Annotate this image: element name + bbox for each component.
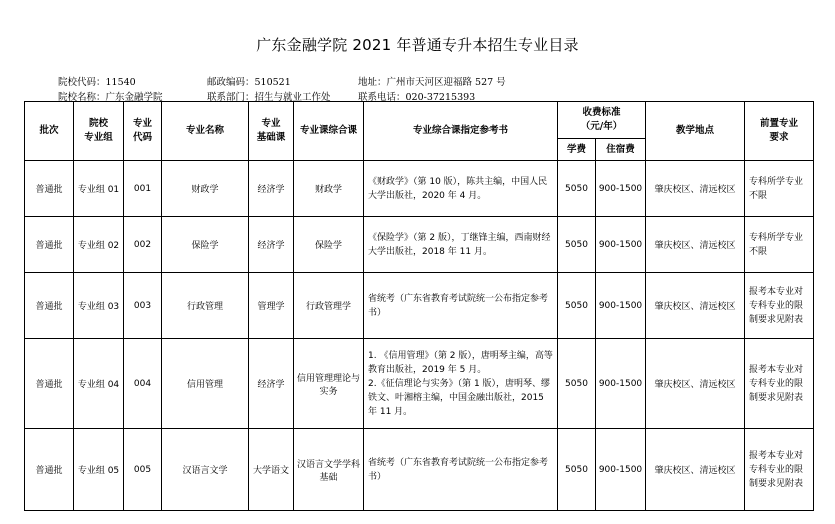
header-tuition: 学费 (558, 139, 596, 161)
header-prereq: 前置专业 要求 (745, 102, 814, 161)
cell-group: 专业组 02 (74, 217, 124, 273)
cell-tuition: 5050 (558, 429, 596, 511)
cell-name: 保险学 (162, 217, 249, 273)
cell-location: 肇庆校区、清远校区 (646, 273, 745, 339)
cell-lodging: 900-1500 (596, 273, 646, 339)
cell-base-course: 经济学 (249, 339, 294, 429)
cell-code: 003 (124, 273, 162, 339)
cell-group: 专业组 01 (74, 161, 124, 217)
cell-ref-books: 省统考（广东省教育考试院统一公布指定参考书） (364, 273, 558, 339)
phone: 联系电话：020-37215393 (358, 92, 476, 103)
header-fee: 收费标准 （元/年） (558, 102, 646, 139)
page-title: 广东金融学院 2021 年普通专升本招生专业目录 (256, 36, 579, 54)
cell-lodging: 900-1500 (596, 161, 646, 217)
cell-name: 信用管理 (162, 339, 249, 429)
cell-comp-course: 保险学 (294, 217, 364, 273)
school-code: 院校代码：11540 (58, 77, 136, 88)
cell-ref-books: 《财政学》（第 10 版），陈共主编，中国人民大学出版社，2020 年 4 月。 (364, 161, 558, 217)
header-name: 专业名称 (162, 102, 249, 161)
cell-location: 肇庆校区、清远校区 (646, 217, 745, 273)
school-name: 院校名称：广东金融学院 (58, 92, 163, 103)
cell-comp-course: 信用管理理论与实务 (294, 339, 364, 429)
cell-code: 005 (124, 429, 162, 511)
cell-location: 肇庆校区、清远校区 (646, 339, 745, 429)
cell-name: 行政管理 (162, 273, 249, 339)
cell-tuition: 5050 (558, 161, 596, 217)
cell-tuition: 5050 (558, 339, 596, 429)
cell-base-course: 管理学 (249, 273, 294, 339)
cell-comp-course: 财政学 (294, 161, 364, 217)
cell-comp-course: 行政管理学 (294, 273, 364, 339)
header-comp-course: 专业课综合课 (294, 102, 364, 161)
postal-code: 邮政编码：510521 (207, 77, 291, 88)
cell-name: 汉语言文学 (162, 429, 249, 511)
major-catalog-table (24, 101, 814, 511)
cell-batch: 普通批 (25, 217, 74, 273)
table-row (25, 217, 814, 273)
cell-ref-books: 1. 《信用管理》（第 2 版），唐明琴主编，高等教育出版社，2019 年 5 月。 2.《征信理论与实务》（第 1 版），唐明琴、缪铁文、叶湘榕主编，中国金融出版社，2015 年 11 月。 (364, 339, 558, 429)
header-location: 教学地点 (646, 102, 745, 161)
cell-location: 肇庆校区、清远校区 (646, 429, 745, 511)
cell-code: 002 (124, 217, 162, 273)
cell-batch: 普通批 (25, 339, 74, 429)
cell-lodging: 900-1500 (596, 217, 646, 273)
cell-tuition: 5050 (558, 217, 596, 273)
header-group: 院校 专业组 (74, 102, 124, 161)
header-lodging: 住宿费 (596, 139, 646, 161)
address: 地址：广州市天河区迎福路 527 号 (358, 77, 506, 88)
cell-batch: 普通批 (25, 429, 74, 511)
cell-lodging: 900-1500 (596, 339, 646, 429)
header-base-course: 专业 基础课 (249, 102, 294, 161)
cell-location: 肇庆校区、清远校区 (646, 161, 745, 217)
cell-tuition: 5050 (558, 273, 596, 339)
table-row (25, 339, 814, 429)
cell-base-course: 经济学 (249, 161, 294, 217)
cell-ref-books: 《保险学》（第 2 版），丁继锋主编，西南财经大学出版社，2018 年 11 月。 (364, 217, 558, 273)
header-batch: 批次 (25, 102, 74, 161)
header-ref-books: 专业综合课指定参考书 (364, 102, 558, 161)
cell-prereq: 报考本专业对专科专业的限制要求见附表 (745, 273, 814, 339)
cell-group: 专业组 05 (74, 429, 124, 511)
cell-code: 001 (124, 161, 162, 217)
header-code: 专业 代码 (124, 102, 162, 161)
cell-code: 004 (124, 339, 162, 429)
cell-lodging: 900-1500 (596, 429, 646, 511)
table-row (25, 273, 814, 339)
cell-base-course: 经济学 (249, 217, 294, 273)
cell-ref-books: 省统考（广东省教育考试院统一公布指定参考书） (364, 429, 558, 511)
cell-batch: 普通批 (25, 161, 74, 217)
cell-name: 财政学 (162, 161, 249, 217)
cell-comp-course: 汉语言文学学科基础 (294, 429, 364, 511)
cell-base-course: 大学语文 (249, 429, 294, 511)
cell-prereq: 报考本专业对专科专业的限制要求见附表 (745, 429, 814, 511)
cell-prereq: 报考本专业对专科专业的限制要求见附表 (745, 339, 814, 429)
cell-group: 专业组 03 (74, 273, 124, 339)
cell-batch: 普通批 (25, 273, 74, 339)
table-row (25, 161, 814, 217)
cell-prereq: 专科所学专业不限 (745, 217, 814, 273)
cell-prereq: 专科所学专业不限 (745, 161, 814, 217)
table-row (25, 429, 814, 511)
contact-dept: 联系部门：招生与就业工作处 (207, 92, 331, 103)
cell-group: 专业组 04 (74, 339, 124, 429)
